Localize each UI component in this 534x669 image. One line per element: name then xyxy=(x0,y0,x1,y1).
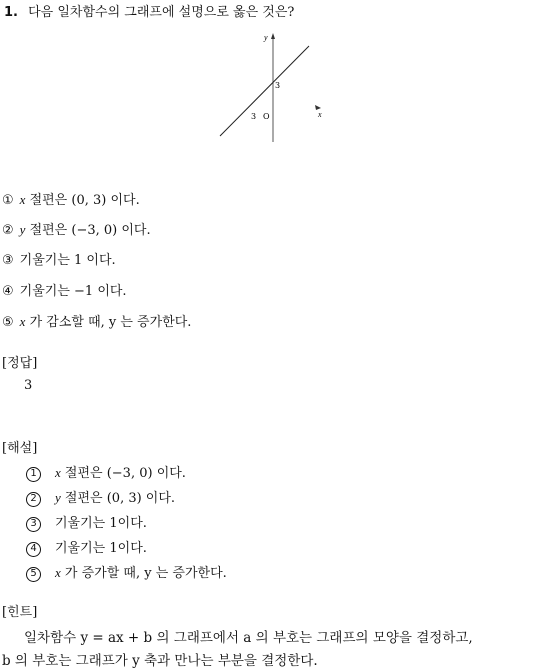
explanation-header: [해설] xyxy=(2,441,38,456)
origin-label: O xyxy=(263,112,270,121)
explanation-var: x xyxy=(55,565,61,580)
x-axis-label: x xyxy=(318,110,322,119)
explanation-item-4 xyxy=(26,537,147,557)
explanation-item-1 xyxy=(26,462,186,482)
explanation-text: 가 증가할 때, y 는 증가한다. xyxy=(60,566,227,581)
linear-function-graph xyxy=(210,30,340,150)
option-marker: ④ xyxy=(2,284,14,299)
y-axis-label: y xyxy=(264,33,268,42)
explanation-item-5 xyxy=(26,562,227,582)
option-2[interactable] xyxy=(2,219,151,238)
option-var: y xyxy=(19,222,26,237)
hint-line-2: b 의 부호는 그래프가 y 축과 만나는 부분을 결정한다. xyxy=(2,653,318,669)
question-line xyxy=(4,1,294,20)
option-3[interactable] xyxy=(2,249,116,268)
explanation-text: 기울기는 1이다. xyxy=(55,516,147,531)
circled-number: 1 xyxy=(26,467,41,482)
option-4[interactable] xyxy=(2,280,127,299)
circled-number: 5 xyxy=(26,567,41,582)
explanation-text: 절편은 (−3, 0) 이다. xyxy=(60,466,186,481)
x-intercept-label: 3 xyxy=(251,112,257,121)
y-axis-arrow-icon xyxy=(271,33,275,39)
hint-header: [힌트] xyxy=(2,605,38,620)
option-text: 절편은 (0, 3) 이다. xyxy=(25,193,140,208)
answer-value: 3 xyxy=(24,378,33,393)
question-number: 1. xyxy=(4,5,18,20)
answer-header: [정답] xyxy=(2,356,38,371)
explanation-text: 절편은 (0, 3) 이다. xyxy=(60,491,176,506)
explanation-var: x xyxy=(55,465,61,480)
explanation-text: 기울기는 1이다. xyxy=(55,541,147,556)
option-text: 기울기는 1 이다. xyxy=(19,253,116,268)
option-marker: ② xyxy=(2,223,14,238)
question-text: 다음 일차함수의 그래프에 설명으로 옳은 것은? xyxy=(28,5,295,20)
option-marker: ① xyxy=(2,193,14,208)
option-text: 절편은 (−3, 0) 이다. xyxy=(25,223,151,238)
option-var: x xyxy=(19,314,26,329)
explanation-var: y xyxy=(55,490,61,505)
option-marker: ③ xyxy=(2,253,14,268)
option-marker: ⑤ xyxy=(2,315,14,330)
circled-number: 2 xyxy=(26,492,41,507)
explanation-item-3 xyxy=(26,512,147,532)
hint-line-1: 일차함수 y = ax + b 의 그래프에서 a 의 부호는 그래프의 모양을 결정하고, xyxy=(24,630,473,646)
option-var: x xyxy=(19,192,26,207)
option-text: 가 감소할 때, y 는 증가한다. xyxy=(25,315,192,330)
circled-number: 3 xyxy=(26,517,41,532)
option-5[interactable] xyxy=(2,311,191,330)
circled-number: 4 xyxy=(26,542,41,557)
explanation-item-2 xyxy=(26,487,175,507)
function-line xyxy=(220,46,309,136)
option-text: 기울기는 −1 이다. xyxy=(19,284,127,299)
option-1[interactable] xyxy=(2,189,140,208)
y-intercept-label: 3 xyxy=(275,81,281,90)
